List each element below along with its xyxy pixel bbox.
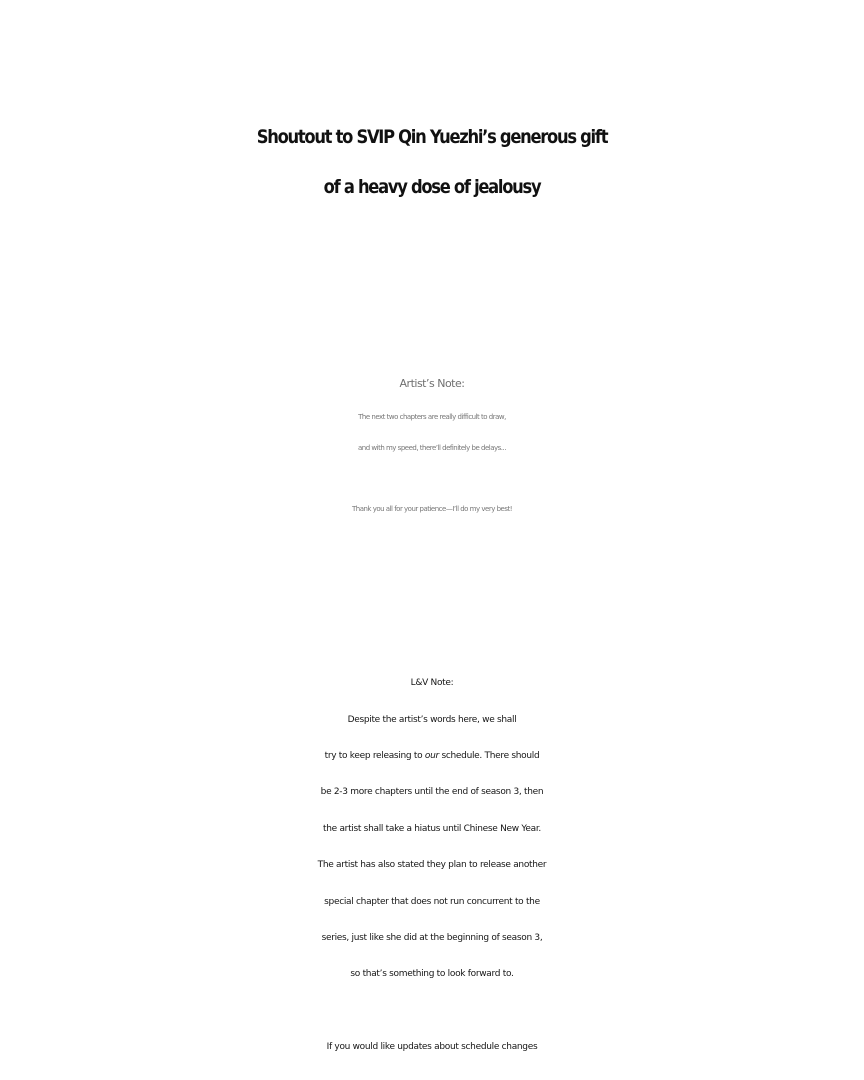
artist-note-line-2: and with my speed, there’ll definitely be delays... [358, 444, 506, 452]
shoutout-line-2: of a heavy dose of jealousy [323, 176, 541, 198]
shoutout-line-1: Shoutout to SVIP Qin Yuezhi’s generous gift [256, 126, 608, 148]
lv-note-line-1: Despite the artist’s words here, we shall [347, 715, 517, 725]
artist-note-heading: Artist’s Note: [399, 377, 465, 390]
lv-note-line-9: If you would like updates about schedule changes [326, 1042, 538, 1052]
lv-note-line-6: special chapter that does not run concurrent to the [324, 897, 540, 907]
lv-note-line-5: The artist has also stated they plan to release another [317, 860, 547, 870]
lv-note-line-8: so that’s something to look forward to. [350, 969, 514, 979]
lv-note-line-2 [0, 751, 864, 761]
lv-note-line-2-after: schedule. There should [438, 751, 540, 761]
lv-note-line-3: be 2-3 more chapters until the end of season 3, then [320, 787, 544, 797]
artist-note-line-1: The next two chapters are really difficult to draw, [358, 413, 506, 421]
artist-note-line-3: Thank you all for your patience—I’ll do my very best! [351, 505, 513, 513]
lv-note-line-4: the artist shall take a hiatus until Chinese New Year. [323, 824, 541, 834]
lv-note-heading: L&V Note: [410, 678, 454, 688]
lv-note-line-7: series, just like she did at the beginning of season 3, [321, 933, 543, 943]
lv-note-line-2-emphasis: our [424, 751, 439, 761]
lv-note-line-2-before: try to keep releasing to [324, 751, 425, 761]
